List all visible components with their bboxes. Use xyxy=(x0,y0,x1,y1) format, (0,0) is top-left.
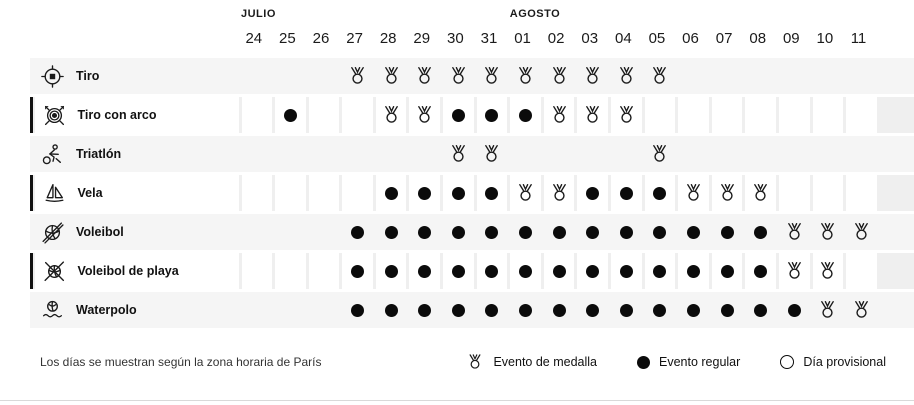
medal-event-cell xyxy=(611,97,642,133)
empty-event-cell xyxy=(274,292,308,328)
filled-circle-icon xyxy=(553,304,566,317)
empty-event-cell xyxy=(576,136,610,172)
empty-event-cell xyxy=(710,136,744,172)
medal-event-cell xyxy=(610,58,644,94)
filled-circle-icon xyxy=(385,187,398,200)
sport-row xyxy=(30,136,914,172)
empty-event-cell xyxy=(242,175,273,211)
regular-event-cell xyxy=(341,214,375,250)
medal-icon xyxy=(466,352,484,372)
sport-row xyxy=(30,175,914,211)
date-header: 27 xyxy=(346,30,363,47)
vela-icon xyxy=(42,181,67,206)
sport-name: Voleibol xyxy=(76,225,124,239)
filled-circle-icon xyxy=(754,304,767,317)
filled-circle-icon xyxy=(452,226,465,239)
medal-icon xyxy=(448,65,469,87)
filled-circle-icon xyxy=(485,109,498,122)
filled-circle-icon xyxy=(553,265,566,278)
empty-event-cell xyxy=(240,214,274,250)
sport-row-label[interactable] xyxy=(33,214,240,250)
filled-circle-icon xyxy=(653,265,666,278)
empty-event-cell xyxy=(811,58,845,94)
filled-circle-icon xyxy=(485,226,498,239)
medal-icon xyxy=(851,299,872,321)
medal-event-cell xyxy=(811,214,845,250)
empty-event-cell xyxy=(309,175,340,211)
medal-icon xyxy=(549,65,570,87)
empty-event-cell xyxy=(274,214,308,250)
month-label: AGOSTO xyxy=(509,8,561,20)
medal-event-cell xyxy=(577,97,608,133)
medal-event-cell xyxy=(442,58,476,94)
regular-event-cell xyxy=(475,292,509,328)
medal-event-cell xyxy=(779,253,810,289)
filled-circle-icon xyxy=(385,226,398,239)
medal-event-cell xyxy=(542,58,576,94)
empty-event-cell xyxy=(309,97,340,133)
medal-icon xyxy=(515,182,536,204)
filled-circle-icon xyxy=(452,304,465,317)
sport-row xyxy=(30,58,914,94)
medal-event-cell xyxy=(845,214,879,250)
sport-name: Tiro con arco xyxy=(77,108,157,122)
regular-event-cell xyxy=(341,292,375,328)
medal-event-cell xyxy=(678,175,709,211)
regular-event-cell xyxy=(409,253,440,289)
medal-event-cell xyxy=(643,136,677,172)
filled-circle-icon xyxy=(418,304,431,317)
medal-icon xyxy=(582,65,603,87)
medal-icon xyxy=(649,65,670,87)
filled-circle-icon xyxy=(687,304,700,317)
regular-event-cell xyxy=(542,292,576,328)
date-header: 10 xyxy=(816,30,834,47)
empty-event-cell xyxy=(342,97,373,133)
date-header: 07 xyxy=(715,30,733,47)
empty-event-cell xyxy=(240,292,274,328)
regular-event-cell xyxy=(510,97,541,133)
filled-circle-icon xyxy=(519,226,532,239)
regular-event-cell xyxy=(643,214,677,250)
date-header: 01 xyxy=(514,30,531,47)
regular-event-cell xyxy=(442,214,476,250)
filled-circle-icon xyxy=(637,356,650,369)
filled-circle-icon xyxy=(351,265,364,278)
empty-event-cell xyxy=(778,136,812,172)
empty-event-cell xyxy=(240,58,274,94)
medal-icon xyxy=(784,221,805,243)
regular-event-cell xyxy=(443,175,474,211)
filled-circle-icon xyxy=(620,304,633,317)
filled-circle-icon xyxy=(586,187,599,200)
waterpolo-icon xyxy=(40,298,65,323)
date-header: 09 xyxy=(782,30,800,47)
medal-icon xyxy=(549,182,570,204)
regular-event-cell xyxy=(610,214,644,250)
regular-event-cell xyxy=(409,175,440,211)
medal-event-cell xyxy=(745,175,776,211)
sport-name: Waterpolo xyxy=(76,303,137,317)
medal-icon xyxy=(381,65,402,87)
date-header: 30 xyxy=(447,30,464,47)
medal-icon xyxy=(851,221,872,243)
filled-circle-icon xyxy=(351,304,364,317)
filled-circle-icon xyxy=(620,226,633,239)
filled-circle-icon xyxy=(452,109,465,122)
filled-circle-icon xyxy=(788,304,801,317)
sport-name: Tiro xyxy=(76,69,100,83)
legend-label: Evento regular xyxy=(659,355,741,369)
month-label: JULIO xyxy=(241,8,276,20)
sport-row-label[interactable] xyxy=(33,136,240,172)
filled-circle-icon xyxy=(620,265,633,278)
medal-event-cell xyxy=(813,253,844,289)
legend xyxy=(466,352,886,372)
regular-event-cell xyxy=(576,292,610,328)
sport-name: Triatlón xyxy=(76,147,122,161)
empty-event-cell xyxy=(307,214,341,250)
regular-event-cell xyxy=(611,253,642,289)
medal-icon xyxy=(414,65,435,87)
filled-circle-icon xyxy=(721,265,734,278)
filled-circle-icon xyxy=(385,265,398,278)
legend-label: Evento de medalla xyxy=(493,355,597,369)
filled-circle-icon xyxy=(653,304,666,317)
regular-event-cell xyxy=(376,175,407,211)
filled-circle-icon xyxy=(485,187,498,200)
regular-event-cell xyxy=(509,214,543,250)
sport-row-label[interactable] xyxy=(33,58,240,94)
filled-circle-icon xyxy=(452,187,465,200)
regular-event-cell xyxy=(544,253,575,289)
medal-event-cell xyxy=(475,58,509,94)
medal-event-cell xyxy=(778,214,812,250)
filled-circle-icon xyxy=(553,226,566,239)
empty-event-cell xyxy=(846,97,877,133)
sport-row xyxy=(30,214,914,250)
date-header: 26 xyxy=(312,30,330,47)
legend-label: Día provisional xyxy=(803,355,886,369)
filled-circle-icon xyxy=(519,265,532,278)
regular-event-cell xyxy=(744,214,778,250)
empty-event-cell xyxy=(744,136,778,172)
medal-icon xyxy=(817,299,838,321)
sport-name: Vela xyxy=(77,186,103,200)
regular-event-cell xyxy=(712,253,743,289)
sport-row xyxy=(30,253,914,289)
date-header: 24 xyxy=(245,30,263,47)
regular-event-cell xyxy=(577,175,608,211)
filled-circle-icon xyxy=(385,304,398,317)
regular-event-cell xyxy=(275,97,306,133)
regular-event-cell xyxy=(477,175,508,211)
empty-event-cell xyxy=(778,58,812,94)
legend-item-medal xyxy=(466,352,597,372)
regular-event-cell xyxy=(577,253,608,289)
medal-event-cell xyxy=(544,175,575,211)
regular-event-cell xyxy=(376,253,407,289)
medal-icon xyxy=(381,104,402,126)
legend-item-regular xyxy=(637,355,740,369)
regular-event-cell xyxy=(611,175,642,211)
empty-event-cell xyxy=(274,136,308,172)
filled-circle-icon xyxy=(485,304,498,317)
medal-event-cell xyxy=(442,136,476,172)
empty-event-cell xyxy=(846,253,877,289)
regular-event-cell xyxy=(745,253,776,289)
date-header: 08 xyxy=(749,30,767,47)
medal-event-cell xyxy=(475,136,509,172)
medal-event-cell xyxy=(712,175,743,211)
empty-event-cell xyxy=(744,58,778,94)
empty-event-cell xyxy=(307,58,341,94)
medal-event-cell xyxy=(811,292,845,328)
empty-event-cell xyxy=(341,136,375,172)
medal-icon xyxy=(481,143,502,165)
empty-event-cell xyxy=(275,253,306,289)
empty-event-cell xyxy=(845,136,879,172)
medal-icon xyxy=(414,104,435,126)
filled-circle-icon xyxy=(586,265,599,278)
filled-circle-icon xyxy=(754,226,767,239)
date-header: 29 xyxy=(413,30,431,47)
triatlon-icon xyxy=(40,142,65,167)
filled-circle-icon xyxy=(620,187,633,200)
regular-event-cell xyxy=(374,292,408,328)
regular-event-cell xyxy=(677,214,711,250)
timezone-note: Los días se muestran según la zona horaria de París xyxy=(40,355,322,369)
regular-event-cell xyxy=(477,253,508,289)
sport-row-label[interactable] xyxy=(35,175,239,211)
medal-icon xyxy=(616,104,637,126)
filled-circle-icon xyxy=(452,265,465,278)
medal-icon xyxy=(817,221,838,243)
date-header: 11 xyxy=(850,30,867,47)
medal-event-cell xyxy=(376,97,407,133)
medal-event-cell xyxy=(341,58,375,94)
regular-event-cell xyxy=(645,175,676,211)
medal-icon xyxy=(616,65,637,87)
empty-event-cell xyxy=(813,175,844,211)
sport-row-label[interactable] xyxy=(35,253,239,289)
empty-event-cell xyxy=(307,292,341,328)
filled-circle-icon xyxy=(519,109,532,122)
date-header: 05 xyxy=(648,30,666,47)
medal-icon xyxy=(582,104,603,126)
medal-event-cell xyxy=(544,97,575,133)
regular-event-cell xyxy=(542,214,576,250)
empty-event-cell xyxy=(610,136,644,172)
regular-event-cell xyxy=(443,253,474,289)
empty-event-cell xyxy=(813,97,844,133)
empty-event-cell xyxy=(275,175,306,211)
regular-event-cell xyxy=(744,292,778,328)
medal-icon xyxy=(784,260,805,282)
filled-circle-icon xyxy=(418,265,431,278)
regular-event-cell xyxy=(408,292,442,328)
empty-event-cell xyxy=(542,136,576,172)
empty-event-cell xyxy=(645,97,676,133)
empty-event-cell xyxy=(811,136,845,172)
regular-event-cell xyxy=(342,253,373,289)
footer xyxy=(0,352,914,372)
regular-event-cell xyxy=(643,292,677,328)
bottom-divider xyxy=(0,400,914,401)
legend-item-provisional xyxy=(780,355,886,369)
open-circle-icon xyxy=(780,355,794,369)
regular-event-cell xyxy=(678,253,709,289)
sport-row-label[interactable] xyxy=(35,97,239,133)
sport-row xyxy=(30,97,914,133)
empty-event-cell xyxy=(307,136,341,172)
medal-icon xyxy=(750,182,771,204)
empty-event-cell xyxy=(509,136,543,172)
medal-icon xyxy=(448,143,469,165)
medal-icon xyxy=(717,182,738,204)
voleibol-icon xyxy=(40,220,65,245)
empty-event-cell xyxy=(846,175,877,211)
tiro-con-arco-icon xyxy=(42,103,67,128)
medal-event-cell xyxy=(643,58,677,94)
medal-icon xyxy=(817,260,838,282)
filled-circle-icon xyxy=(687,265,700,278)
filled-circle-icon xyxy=(586,226,599,239)
regular-event-cell xyxy=(778,292,812,328)
medal-icon xyxy=(649,143,670,165)
regular-event-cell xyxy=(710,214,744,250)
filled-circle-icon xyxy=(418,226,431,239)
filled-circle-icon xyxy=(754,265,767,278)
filled-circle-icon xyxy=(284,109,297,122)
medal-icon xyxy=(683,182,704,204)
medal-event-cell xyxy=(409,97,440,133)
empty-event-cell xyxy=(710,58,744,94)
dates-row xyxy=(30,25,914,52)
medal-event-cell xyxy=(576,58,610,94)
empty-event-cell xyxy=(408,136,442,172)
empty-event-cell xyxy=(242,97,273,133)
date-header: 03 xyxy=(581,30,599,47)
empty-event-cell xyxy=(677,136,711,172)
empty-event-cell xyxy=(274,58,308,94)
months-row xyxy=(30,8,914,25)
regular-event-cell xyxy=(442,292,476,328)
regular-event-cell xyxy=(510,253,541,289)
empty-event-cell xyxy=(309,253,340,289)
medal-icon xyxy=(481,65,502,87)
medal-icon xyxy=(515,65,536,87)
regular-event-cell xyxy=(477,97,508,133)
empty-event-cell xyxy=(678,97,709,133)
medal-event-cell xyxy=(845,292,879,328)
empty-event-cell xyxy=(677,58,711,94)
regular-event-cell xyxy=(610,292,644,328)
filled-circle-icon xyxy=(687,226,700,239)
empty-event-cell xyxy=(374,136,408,172)
empty-event-cell xyxy=(845,58,879,94)
filled-circle-icon xyxy=(653,187,666,200)
empty-event-cell xyxy=(242,253,273,289)
medal-event-cell xyxy=(374,58,408,94)
empty-event-cell xyxy=(779,175,810,211)
medal-event-cell xyxy=(509,58,543,94)
filled-circle-icon xyxy=(586,304,599,317)
tiro-icon xyxy=(40,64,65,89)
filled-circle-icon xyxy=(721,226,734,239)
date-header: 28 xyxy=(379,30,397,47)
regular-event-cell xyxy=(443,97,474,133)
regular-event-cell xyxy=(576,214,610,250)
regular-event-cell xyxy=(509,292,543,328)
empty-event-cell xyxy=(240,136,274,172)
regular-event-cell xyxy=(710,292,744,328)
regular-event-cell xyxy=(677,292,711,328)
medal-event-cell xyxy=(408,58,442,94)
date-header: 25 xyxy=(279,30,296,47)
filled-circle-icon xyxy=(653,226,666,239)
filled-circle-icon xyxy=(485,265,498,278)
date-header: 04 xyxy=(614,30,632,47)
date-header: 06 xyxy=(682,30,699,47)
filled-circle-icon xyxy=(418,187,431,200)
sport-rows xyxy=(0,58,914,328)
medal-event-cell xyxy=(510,175,541,211)
empty-event-cell xyxy=(779,97,810,133)
sport-name: Voleibol de playa xyxy=(77,264,179,278)
date-header: 31 xyxy=(480,30,498,47)
date-header: 02 xyxy=(547,30,565,47)
voleibol-playa-icon xyxy=(42,259,67,284)
empty-event-cell xyxy=(712,97,743,133)
regular-event-cell xyxy=(645,253,676,289)
regular-event-cell xyxy=(374,214,408,250)
empty-event-cell xyxy=(342,175,373,211)
medal-icon xyxy=(347,65,368,87)
regular-event-cell xyxy=(475,214,509,250)
filled-circle-icon xyxy=(351,226,364,239)
sport-row xyxy=(30,292,914,328)
empty-event-cell xyxy=(745,97,776,133)
regular-event-cell xyxy=(408,214,442,250)
filled-circle-icon xyxy=(721,304,734,317)
filled-circle-icon xyxy=(519,304,532,317)
medal-icon xyxy=(549,104,570,126)
sport-row-label[interactable] xyxy=(33,292,240,328)
